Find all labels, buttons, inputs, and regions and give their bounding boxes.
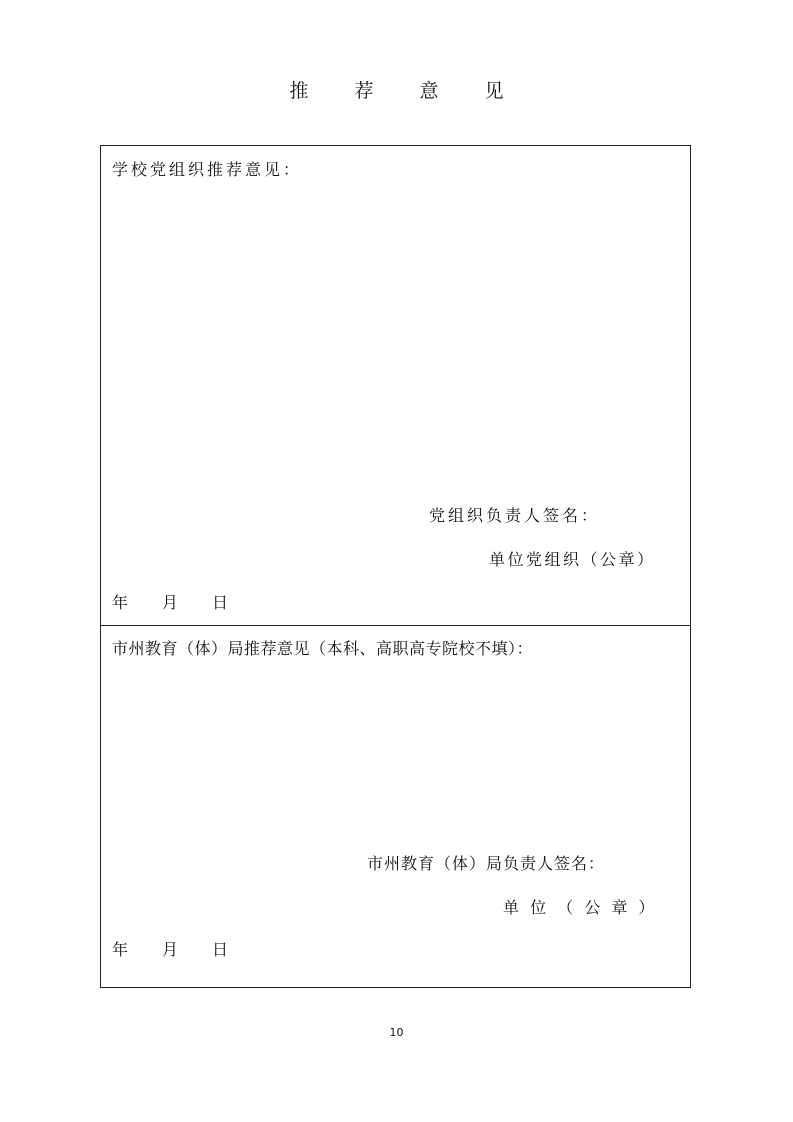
education-bureau-opinion-section[interactable] (101, 626, 690, 988)
school-date-row (112, 593, 228, 613)
page-title (0, 76, 793, 103)
page-number: 10 (389, 1026, 404, 1039)
year-label: 年 (112, 593, 129, 612)
month-label: 月 (162, 593, 179, 612)
school-seal-label: 单位党组织（公章） (489, 550, 656, 569)
day-label: 日 (212, 593, 229, 612)
school-party-opinion-section[interactable] (101, 146, 690, 626)
bureau-seal-label: 单 位 （ 公 章 ） (503, 898, 658, 917)
year-label: 年 (112, 940, 129, 959)
bureau-section-heading: 市州教育（体）局推荐意见（本科、高职高专院校不填）： (112, 639, 534, 658)
bureau-signature-label: 市州教育（体）局负责人签名： (367, 854, 606, 873)
school-section-heading: 学校党组织推荐意见： (112, 160, 303, 179)
day-label: 日 (212, 940, 229, 959)
title-char: 推 (289, 80, 309, 102)
title-char: 意 (419, 80, 439, 102)
title-char: 荐 (354, 80, 374, 102)
recommendation-form-table (100, 145, 691, 988)
school-signature-label: 党组织负责人签名： (429, 506, 601, 525)
month-label: 月 (162, 940, 179, 959)
bureau-date-row (112, 940, 228, 960)
title-char: 见 (484, 80, 504, 102)
